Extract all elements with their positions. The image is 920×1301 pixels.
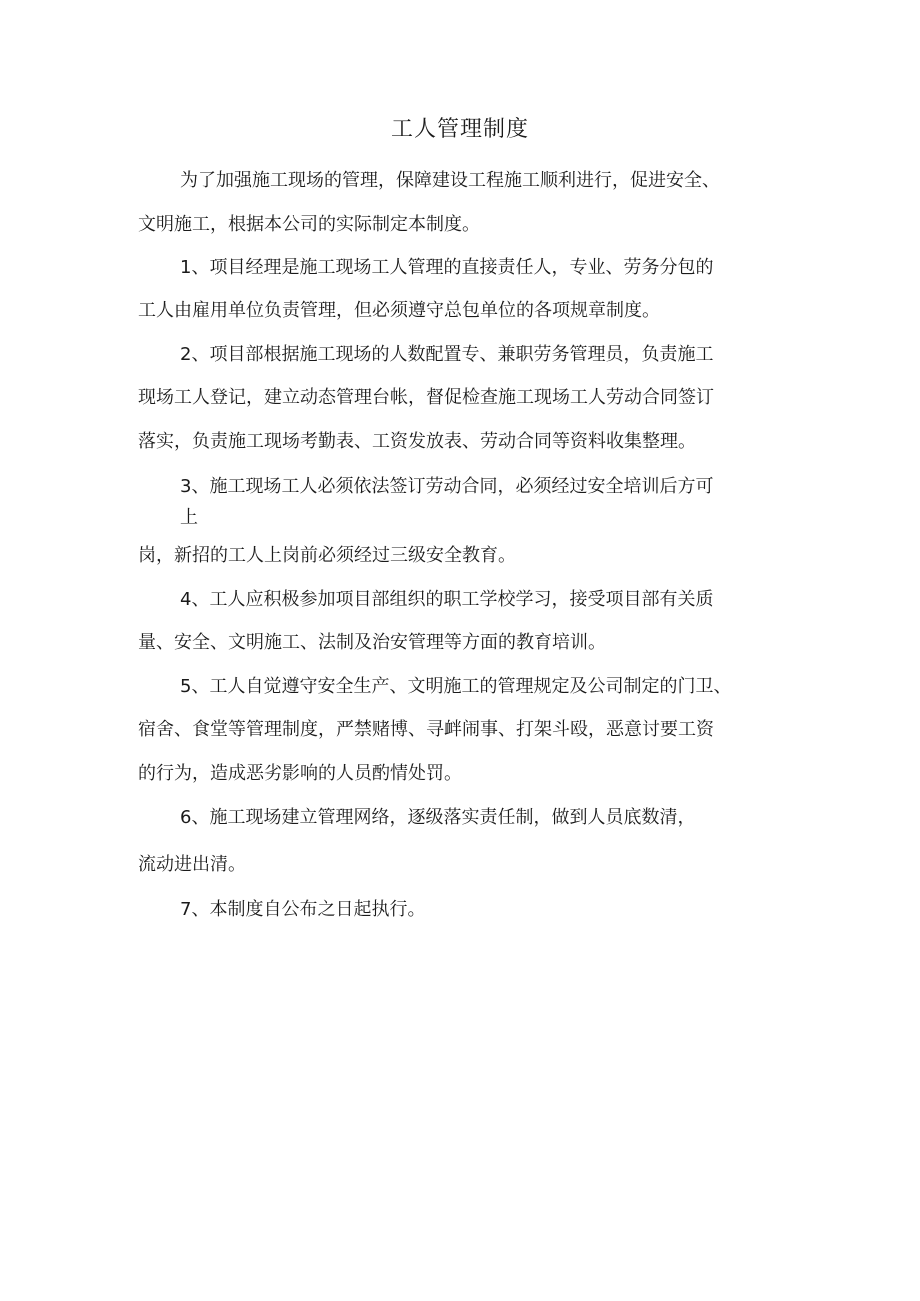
clause-1-line-2: 工人由雇用单位负责管理，但必须遵守总包单位的各项规章制度。 bbox=[138, 300, 660, 321]
clause-3-line-1-wrap: 上 bbox=[180, 507, 198, 528]
clause-4-line-1: 4、工人应积极参加项目部组织的职工学校学习，接受项目部有关质 bbox=[180, 589, 714, 610]
clause-3-line-1: 3、施工现场工人必须依法签订劳动合同，必须经过安全培训后方可 bbox=[180, 476, 714, 497]
clause-5-line-2: 宿舍、食堂等管理制度，严禁赌博、寻衅闹事、打架斗殴，恶意讨要工资 bbox=[138, 719, 714, 740]
clause-2-line-2: 现场工人登记，建立动态管理台帐，督促检查施工现场工人劳动合同签订 bbox=[138, 387, 714, 408]
clause-3-line-2: 岗，新招的工人上岗前必须经过三级安全教育。 bbox=[138, 545, 516, 566]
clause-6-line-2: 流动进出清。 bbox=[138, 854, 246, 875]
intro-line-2: 文明施工，根据本公司的实际制定本制度。 bbox=[138, 214, 480, 235]
clause-7-line-1: 7、本制度自公布之日起执行。 bbox=[180, 899, 426, 920]
intro-line-1: 为了加强施工现场的管理，保障建设工程施工顺利进行，促进安全、 bbox=[180, 170, 720, 191]
clause-1-line-1: 1、项目经理是施工现场工人管理的直接责任人，专业、劳务分包的 bbox=[180, 257, 714, 278]
clause-5-line-1: 5、工人自觉遵守安全生产、文明施工的管理规定及公司制定的门卫、 bbox=[180, 676, 732, 697]
clause-2-line-1: 2、项目部根据施工现场的人数配置专、兼职劳务管理员，负责施工 bbox=[180, 344, 714, 365]
clause-6-line-1: 6、施工现场建立管理网络，逐级落实责任制，做到人员底数清， bbox=[180, 807, 696, 828]
clause-5-line-3: 的行为，造成恶劣影响的人员酌情处罚。 bbox=[138, 763, 462, 784]
clause-2-line-3: 落实，负责施工现场考勤表、工资发放表、劳动合同等资料收集整理。 bbox=[138, 431, 696, 452]
document-title: 工人管理制度 bbox=[390, 117, 529, 142]
clause-4-line-2: 量、安全、文明施工、法制及治安管理等方面的教育培训。 bbox=[138, 632, 606, 653]
